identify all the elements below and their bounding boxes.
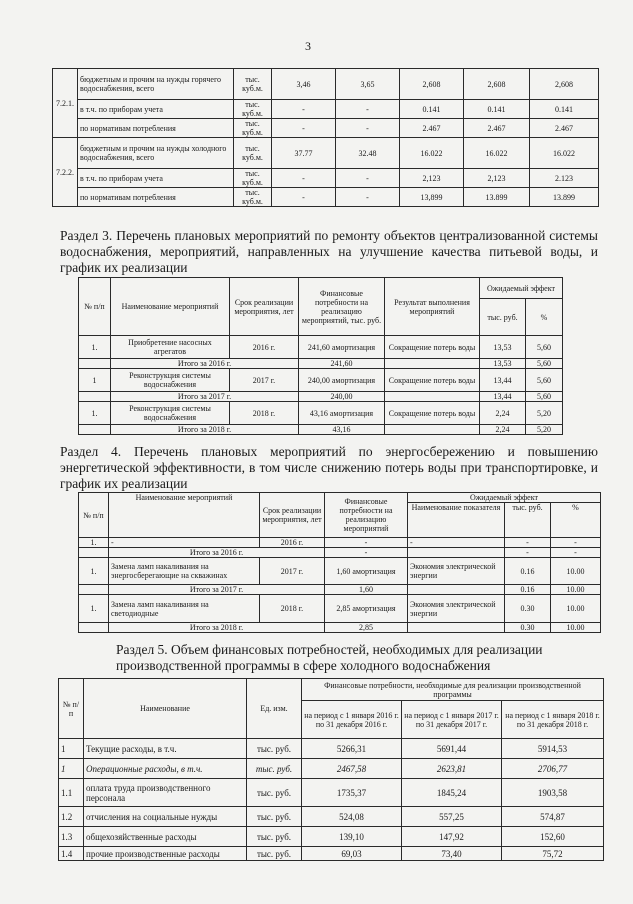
measure-row [79, 595, 601, 623]
value-2017: 73,40 [402, 847, 502, 861]
table-row [53, 138, 599, 169]
total-finance: 241,60 [299, 359, 385, 369]
value-cell: 2,608 [400, 69, 464, 100]
measure-indicator: Экономия электрической энергии [408, 558, 505, 585]
effect-pct: 10.00 [551, 558, 601, 585]
row-number: 7.2.1. [53, 69, 78, 138]
col-header-name: Наименование мероприятий [109, 493, 260, 538]
measure-finance: 1,60 амортизация [325, 558, 408, 585]
value-cell: - [272, 188, 336, 207]
value-cell: 2,608 [530, 69, 599, 100]
row-name: прочие производственные расходы [84, 847, 247, 861]
effect-pct: 10.00 [551, 623, 601, 633]
measure-term: 2018 г. [260, 595, 325, 623]
effect-thous: 2,24 [480, 425, 526, 435]
value-2016: 524,08 [302, 807, 402, 827]
total-finance: 240,00 [299, 392, 385, 402]
table-row [53, 169, 599, 188]
row-number: 1. [79, 538, 109, 548]
value-cell: - [336, 100, 400, 119]
table-row [53, 69, 599, 100]
value-cell: 2.123 [530, 169, 599, 188]
measure-row [79, 369, 563, 392]
measure-term: 2017 г. [230, 369, 299, 392]
col-header-pct: % [526, 299, 563, 336]
row-name: Операционные расходы, в т.ч. [84, 759, 247, 779]
value-cell: - [272, 119, 336, 138]
value-2016: 5266,31 [302, 739, 402, 759]
section-3-heading: Раздел 3. Перечень плановых мероприятий по ремонту объектов централизованной системы водоснабжения, мероприятий, направленных на улучшение качества питьевой воды, и график их реализации [60, 228, 598, 275]
measure-result: Сокращение потерь воды [385, 369, 480, 392]
row-name: бюджетным и прочим на нужды горячего водоснабжения, всего [78, 69, 234, 100]
measure-finance: 241,60 амортизация [299, 336, 385, 359]
effect-pct: 5,60 [526, 392, 563, 402]
value-cell: 0.141 [530, 100, 599, 119]
total-row [79, 425, 563, 435]
measure-finance: 43,16 амортизация [299, 402, 385, 425]
value-cell: 13,899 [400, 188, 464, 207]
row-number: 1.2 [59, 807, 84, 827]
empty-cell [408, 623, 505, 633]
table-row [59, 759, 604, 779]
value-2017: 147,92 [402, 827, 502, 847]
row-unit: тыс. руб. [247, 807, 302, 827]
empty-cell [408, 585, 505, 595]
effect-pct: 5,20 [526, 402, 563, 425]
measure-name: - [109, 538, 260, 548]
total-row [79, 548, 601, 558]
col-header-name: Наименование [84, 679, 247, 739]
value-cell: - [336, 119, 400, 138]
measure-result: Сокращение потерь воды [385, 402, 480, 425]
row-unit: тыс. куб.м. [234, 69, 272, 100]
col-header-thous: тыс. руб. [480, 299, 526, 336]
value-2017: 1845,24 [402, 779, 502, 807]
empty-cell [385, 425, 480, 435]
row-number: 1.4 [59, 847, 84, 861]
value-cell: 32.48 [336, 138, 400, 169]
value-cell: 2,608 [464, 69, 530, 100]
value-2018: 152,60 [502, 827, 604, 847]
effect-thous: 0.16 [505, 585, 551, 595]
total-row [79, 392, 563, 402]
col-header-term: Срок реализации мероприятия, лет [260, 493, 325, 538]
col-header-period-2018: на период с 1 января 2018 г. по 31 декабря 2018 г. [502, 701, 604, 739]
row-number: 1.3 [59, 827, 84, 847]
total-row [79, 359, 563, 369]
row-number: 1.1 [59, 779, 84, 807]
total-label: Итого за 2016 г. [109, 548, 325, 558]
effect-pct: 5,60 [526, 369, 563, 392]
table-row [53, 100, 599, 119]
row-number: 1. [79, 558, 109, 585]
row-number: 1. [79, 402, 111, 425]
value-2018: 1903,58 [502, 779, 604, 807]
total-row [79, 623, 601, 633]
col-header-finance: Финансовые потребности на реализацию мероприятий [325, 493, 408, 538]
table-row [59, 847, 604, 861]
measure-row [79, 558, 601, 585]
table-row [53, 119, 599, 138]
col-header-num: № п/п [79, 493, 109, 538]
value-cell: 0.141 [400, 100, 464, 119]
measure-name: Замена ламп накаливания на светодиодные [109, 595, 260, 623]
value-cell: - [336, 188, 400, 207]
page-number: 3 [305, 39, 311, 53]
total-row [79, 585, 601, 595]
table-row [59, 807, 604, 827]
col-header-num: № п/п [59, 679, 84, 739]
effect-thous: - [505, 538, 551, 548]
col-header-name: Наименование мероприятий [111, 278, 230, 336]
col-header-period-2017: на период с 1 января 2017 г. по 31 декабря 2017 г. [402, 701, 502, 739]
value-cell: 2.467 [464, 119, 530, 138]
col-header-pct: % [551, 503, 601, 538]
row-unit: тыс. куб.м. [234, 138, 272, 169]
effect-pct: 10.00 [551, 595, 601, 623]
empty-cell [79, 548, 109, 558]
empty-cell [79, 392, 111, 402]
measure-finance: - [325, 538, 408, 548]
empty-cell [79, 425, 111, 435]
row-name: в т.ч. по приборам учета [78, 169, 234, 188]
row-name: по нормативам потребления [78, 188, 234, 207]
total-label: Итого за 2017 г. [111, 392, 299, 402]
total-finance: 43,16 [299, 425, 385, 435]
effect-thous: 13,53 [480, 359, 526, 369]
row-name: в т.ч. по приборам учета [78, 100, 234, 119]
total-label: Итого за 2018 г. [109, 623, 325, 633]
row-unit: тыс. руб. [247, 779, 302, 807]
value-cell: - [272, 100, 336, 119]
value-2016: 1735,37 [302, 779, 402, 807]
row-number: 1. [79, 336, 111, 359]
row-unit: тыс. куб.м. [234, 188, 272, 207]
row-name: общехозяйственные расходы [84, 827, 247, 847]
row-number: 1 [79, 369, 111, 392]
value-2017: 2623,81 [402, 759, 502, 779]
value-cell: 2.467 [530, 119, 599, 138]
total-label: Итого за 2017 г. [109, 585, 325, 595]
row-name: Текущие расходы, в т.ч. [84, 739, 247, 759]
empty-cell [408, 548, 505, 558]
effect-pct: - [551, 548, 601, 558]
effect-thous: 0.30 [505, 595, 551, 623]
col-header-result: Результат выполнения мероприятий [385, 278, 480, 336]
value-cell: 37.77 [272, 138, 336, 169]
value-cell: - [336, 169, 400, 188]
value-cell: 16.022 [400, 138, 464, 169]
measure-row [79, 402, 563, 425]
measure-name: Приобретение насосных агрегатов [111, 336, 230, 359]
row-unit: тыс. руб. [247, 739, 302, 759]
total-finance: 1,60 [325, 585, 408, 595]
measure-name: Замена ламп накаливания на энергосберегающие на скважинах [109, 558, 260, 585]
row-number: 1 [59, 739, 84, 759]
row-name: по нормативам потребления [78, 119, 234, 138]
row-unit: тыс. руб. [247, 759, 302, 779]
measure-term: 2017 г. [260, 558, 325, 585]
value-cell: 13.899 [464, 188, 530, 207]
value-cell: 0.141 [464, 100, 530, 119]
measure-finance: 240,00 амортизация [299, 369, 385, 392]
value-cell: 2,123 [464, 169, 530, 188]
empty-cell [79, 623, 109, 633]
measure-row [79, 538, 601, 548]
row-unit: тыс. руб. [247, 827, 302, 847]
col-header-term: Срок реализации мероприятия, лет [230, 278, 299, 336]
empty-cell [79, 359, 111, 369]
repair-measures-table [78, 277, 563, 435]
col-header-effect: Ожидаемый эффект [408, 493, 601, 503]
measure-finance: 2,85 амортизация [325, 595, 408, 623]
effect-thous: 2,24 [480, 402, 526, 425]
row-unit: тыс. куб.м. [234, 100, 272, 119]
col-header-period-2016: на период с 1 января 2016 г. по 31 декабря 2016 г. [302, 701, 402, 739]
value-cell: 3,46 [272, 69, 336, 100]
effect-thous: 0.16 [505, 558, 551, 585]
effect-pct: 5,60 [526, 336, 563, 359]
table-row [53, 188, 599, 207]
effect-thous: 13,53 [480, 336, 526, 359]
row-name: бюджетным и прочим на нужды холодного водоснабжения, всего [78, 138, 234, 169]
measure-result: Сокращение потерь воды [385, 336, 480, 359]
total-label: Итого за 2018 г. [111, 425, 299, 435]
effect-thous: - [505, 548, 551, 558]
value-cell: - [272, 169, 336, 188]
col-header-unit: Ед. изм. [247, 679, 302, 739]
row-number: 7.2.2. [53, 138, 78, 207]
measure-term: 2016 г. [260, 538, 325, 548]
value-2018: 75,72 [502, 847, 604, 861]
total-finance: 2,85 [325, 623, 408, 633]
effect-thous: 0.30 [505, 623, 551, 633]
measure-term: 2016 г. [230, 336, 299, 359]
measure-indicator: - [408, 538, 505, 548]
row-unit: тыс. куб.м. [234, 119, 272, 138]
total-finance: - [325, 548, 408, 558]
value-cell: 16.022 [530, 138, 599, 169]
row-number: 1. [79, 595, 109, 623]
value-2016: 2467,58 [302, 759, 402, 779]
total-label: Итого за 2016 г. [111, 359, 299, 369]
value-2018: 5914,53 [502, 739, 604, 759]
table-row [59, 779, 604, 807]
effect-pct: 5,60 [526, 359, 563, 369]
effect-pct: - [551, 538, 601, 548]
col-header-group: Финансовые потребности, необходимые для реализации производственной программы [302, 679, 604, 701]
value-cell: 2,123 [400, 169, 464, 188]
table-row [59, 739, 604, 759]
row-name: отчисления на социальные нужды [84, 807, 247, 827]
effect-pct: 5,20 [526, 425, 563, 435]
value-2016: 139,10 [302, 827, 402, 847]
table-row [59, 827, 604, 847]
effect-thous: 13,44 [480, 369, 526, 392]
consumption-table [52, 68, 599, 207]
effect-thous: 13,44 [480, 392, 526, 402]
measure-name: Реконструкция системы водоснабжения [111, 369, 230, 392]
measure-indicator: Экономия электрической энергии [408, 595, 505, 623]
measure-name: Реконструкция системы водоснабжения [111, 402, 230, 425]
col-header-indicator: Наименование показателя [408, 503, 505, 538]
col-header-effect: Ожидаемый эффект [480, 278, 563, 299]
value-2017: 557,25 [402, 807, 502, 827]
financial-needs-table [58, 678, 604, 861]
section-4-heading: Раздел 4. Перечень плановых мероприятий по энергосбережению и повышению энергетической эффективности, в том числе снижению потерь воды при транспортировке, и график их реализации [60, 444, 598, 491]
col-header-num: № п/п [79, 278, 111, 336]
value-2016: 69,03 [302, 847, 402, 861]
value-2018: 574,87 [502, 807, 604, 827]
measure-row [79, 336, 563, 359]
value-cell: 3,65 [336, 69, 400, 100]
col-header-thous: тыс. руб. [505, 503, 551, 538]
empty-cell [385, 392, 480, 402]
value-2018: 2706,77 [502, 759, 604, 779]
measure-term: 2018 г. [230, 402, 299, 425]
empty-cell [385, 359, 480, 369]
effect-pct: 10.00 [551, 585, 601, 595]
value-cell: 13.899 [530, 188, 599, 207]
row-name: оплата труда производственного персонала [84, 779, 247, 807]
value-cell: 2.467 [400, 119, 464, 138]
row-unit: тыс. руб. [247, 847, 302, 861]
empty-cell [79, 585, 109, 595]
col-header-finance: Финансовые потребности на реализацию мероприятий, тыс. руб. [299, 278, 385, 336]
value-2017: 5691,44 [402, 739, 502, 759]
section-5-heading: Раздел 5. Объем финансовых потребностей, необходимых для реализации производственной программы в сфере холодного водоснабжения [116, 642, 543, 673]
row-number: 1 [59, 759, 84, 779]
energy-measures-table [78, 492, 601, 633]
row-unit: тыс. куб.м. [234, 169, 272, 188]
value-cell: 16.022 [464, 138, 530, 169]
